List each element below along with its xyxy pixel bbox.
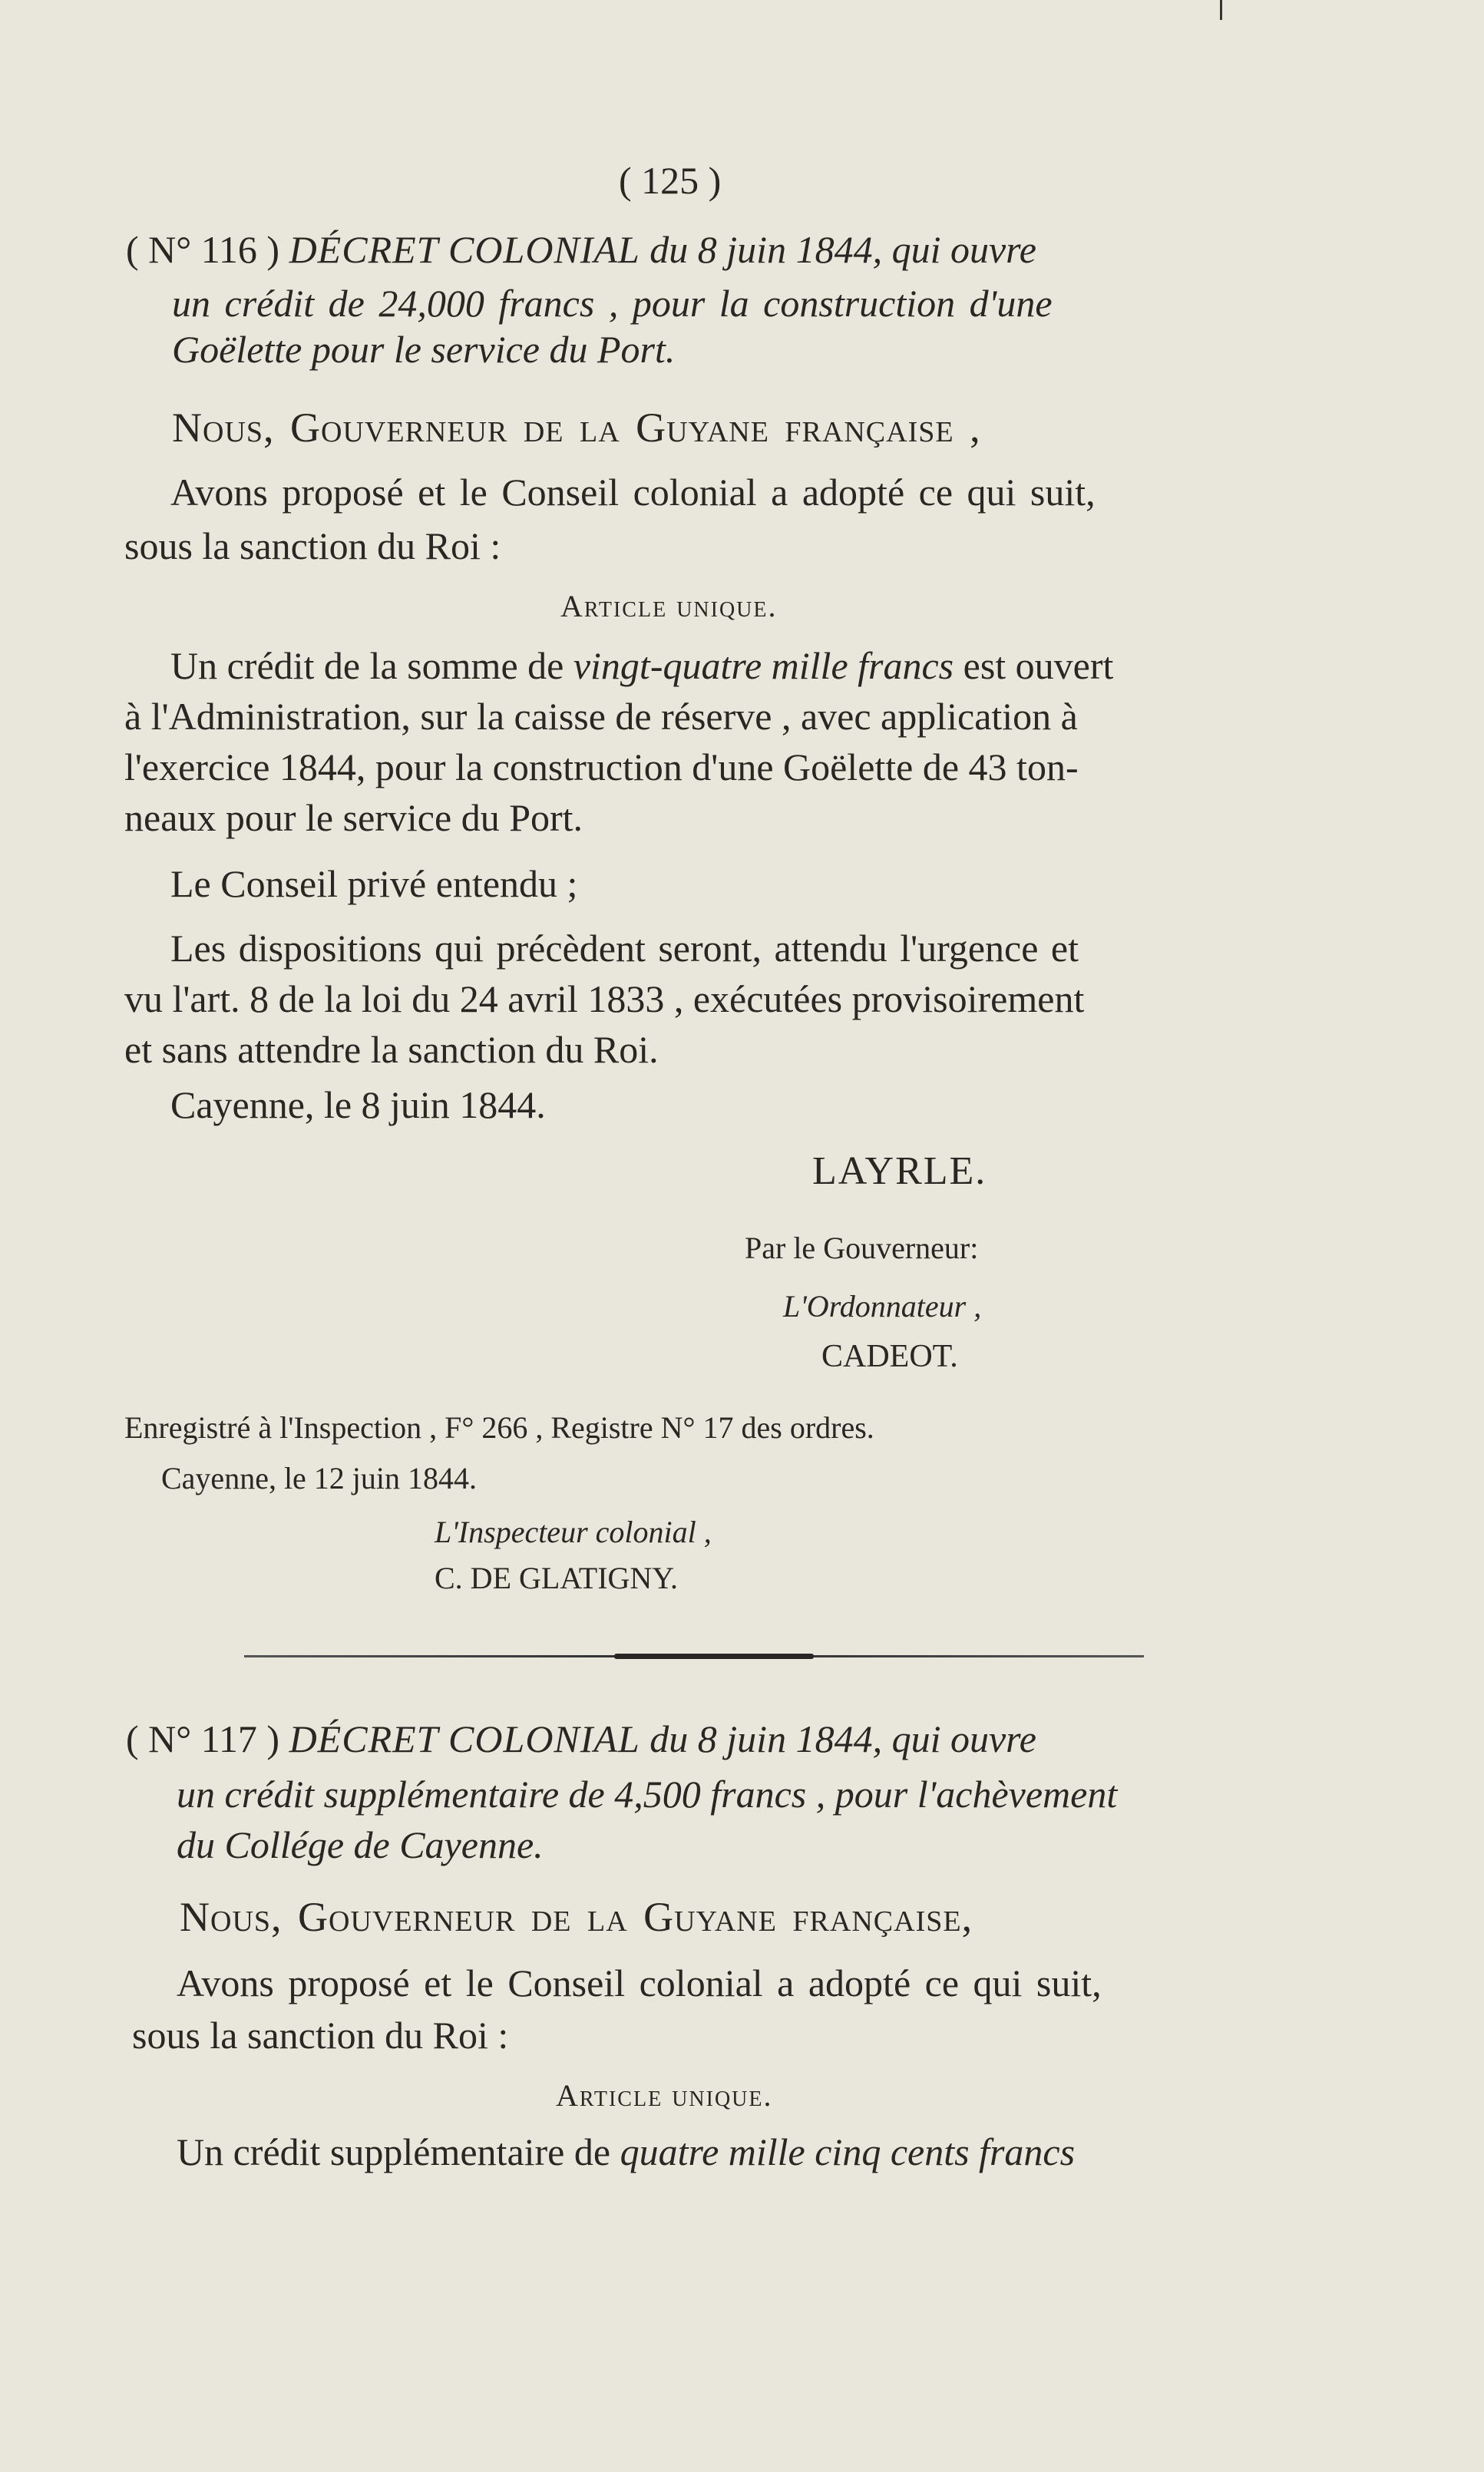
decree-116-proposal-line2: sous la sanction du Roi : <box>124 524 501 567</box>
decree-117-date: du 8 juin 1844, <box>649 1717 883 1760</box>
decree-116-heading-line2: un crédit de 24,000 francs , pour la construction d'une <box>172 282 1053 325</box>
decree-116-dispo-line1: Les dispositions qui précèdent seront, attendu l'urgence et <box>170 927 1079 970</box>
decree-116-dispo-line3: et sans attendre la sanction du Roi. <box>124 1028 659 1071</box>
decree-116-body-amount: vingt-quatre mille francs <box>573 644 954 687</box>
decree-116-dispo-line2: vu l'art. 8 de la loi du 24 avril 1833 , exécutées provisoirement <box>124 977 1085 1020</box>
decree-116-ordonnateur: L'Ordonnateur , <box>783 1289 982 1324</box>
decree-116-body-line4: neaux pour le service du Port. <box>124 796 583 839</box>
decree-116-registered: Enregistré à l'Inspection , F° 266 , Registre N° 17 des ordres. <box>124 1410 874 1445</box>
decree-116-by-governor: Par le Gouverneur: <box>745 1231 979 1265</box>
decree-116-heading-line3: Goëlette pour le service du Port. <box>172 328 676 371</box>
decree-116-inspector: L'Inspecteur colonial , <box>435 1515 712 1549</box>
decree-117-proposal-line2: sous la sanction du Roi : <box>132 2014 509 2057</box>
decree-117-body-amount: quatre mille cinq cents francs <box>620 2130 1076 2173</box>
decree-117-heading-line3: du Collége de Cayenne. <box>177 1823 544 1866</box>
decree-117-intro: Nous, Gouverneur de la Guyane française, <box>180 1894 973 1940</box>
decree-116-body-text-c: est ouvert <box>963 644 1114 687</box>
decree-116-reg-date: Cayenne, le 12 juin 1844. <box>161 1461 478 1495</box>
decree-116-inspector-name: C. DE GLATIGNY. <box>435 1561 679 1595</box>
decree-117-heading-line1 <box>126 1717 1036 1760</box>
decree-116-number: ( N° 116 ) <box>126 228 280 271</box>
decree-117-body-text-a: Un crédit supplémentaire de <box>177 2130 611 2173</box>
decree-116-ordonnateur-name: CADEOT. <box>821 1339 958 1374</box>
decree-116-proposal-line1: Avons proposé et le Conseil colonial a adopté ce qui suit, <box>170 471 1096 514</box>
decree-117-heading-rest: qui ouvre <box>891 1717 1036 1760</box>
decree-116-council: Le Conseil privé entendu ; <box>170 862 578 905</box>
decree-116-signature: LAYRLE. <box>812 1149 987 1193</box>
decree-117-heading-line2: un crédit supplémentaire de 4,500 francs , pour l'achèvement <box>177 1773 1118 1816</box>
decree-116-heading-line1 <box>126 230 1036 269</box>
page-number: ( 125 ) <box>619 159 722 202</box>
decree-116-title: DÉCRET COLONIAL <box>289 228 640 271</box>
decree-116-date: du 8 juin 1844, <box>649 228 883 271</box>
decree-117-number: ( N° 117 ) <box>126 1717 280 1760</box>
margin-mark <box>1220 0 1222 20</box>
decree-117-article-title: Article unique. <box>556 2078 773 2113</box>
decree-116-body-text-a: Un crédit de la somme de <box>170 644 564 687</box>
decree-116-intro: Nous, Gouverneur de la Guyane française , <box>172 405 981 451</box>
decree-116-body-line2: à l'Administration, sur la caisse de réserve , avec application à <box>124 695 1078 738</box>
decree-117-proposal-line1: Avons proposé et le Conseil colonial a adopté ce qui suit, <box>177 1961 1102 2004</box>
decree-116-place-date: Cayenne, le 8 juin 1844. <box>170 1083 546 1126</box>
decree-117-body-line1 <box>177 2130 1076 2173</box>
decree-116-heading-rest: qui ouvre <box>891 228 1036 271</box>
section-divider-center <box>614 1654 814 1659</box>
decree-116-body-line1 <box>170 646 1113 685</box>
decree-117-title: DÉCRET COLONIAL <box>289 1717 640 1760</box>
decree-116-article-title: Article unique. <box>560 589 778 623</box>
decree-116-body-line3: l'exercice 1844, pour la construction d'une Goëlette de 43 ton- <box>124 745 1079 788</box>
